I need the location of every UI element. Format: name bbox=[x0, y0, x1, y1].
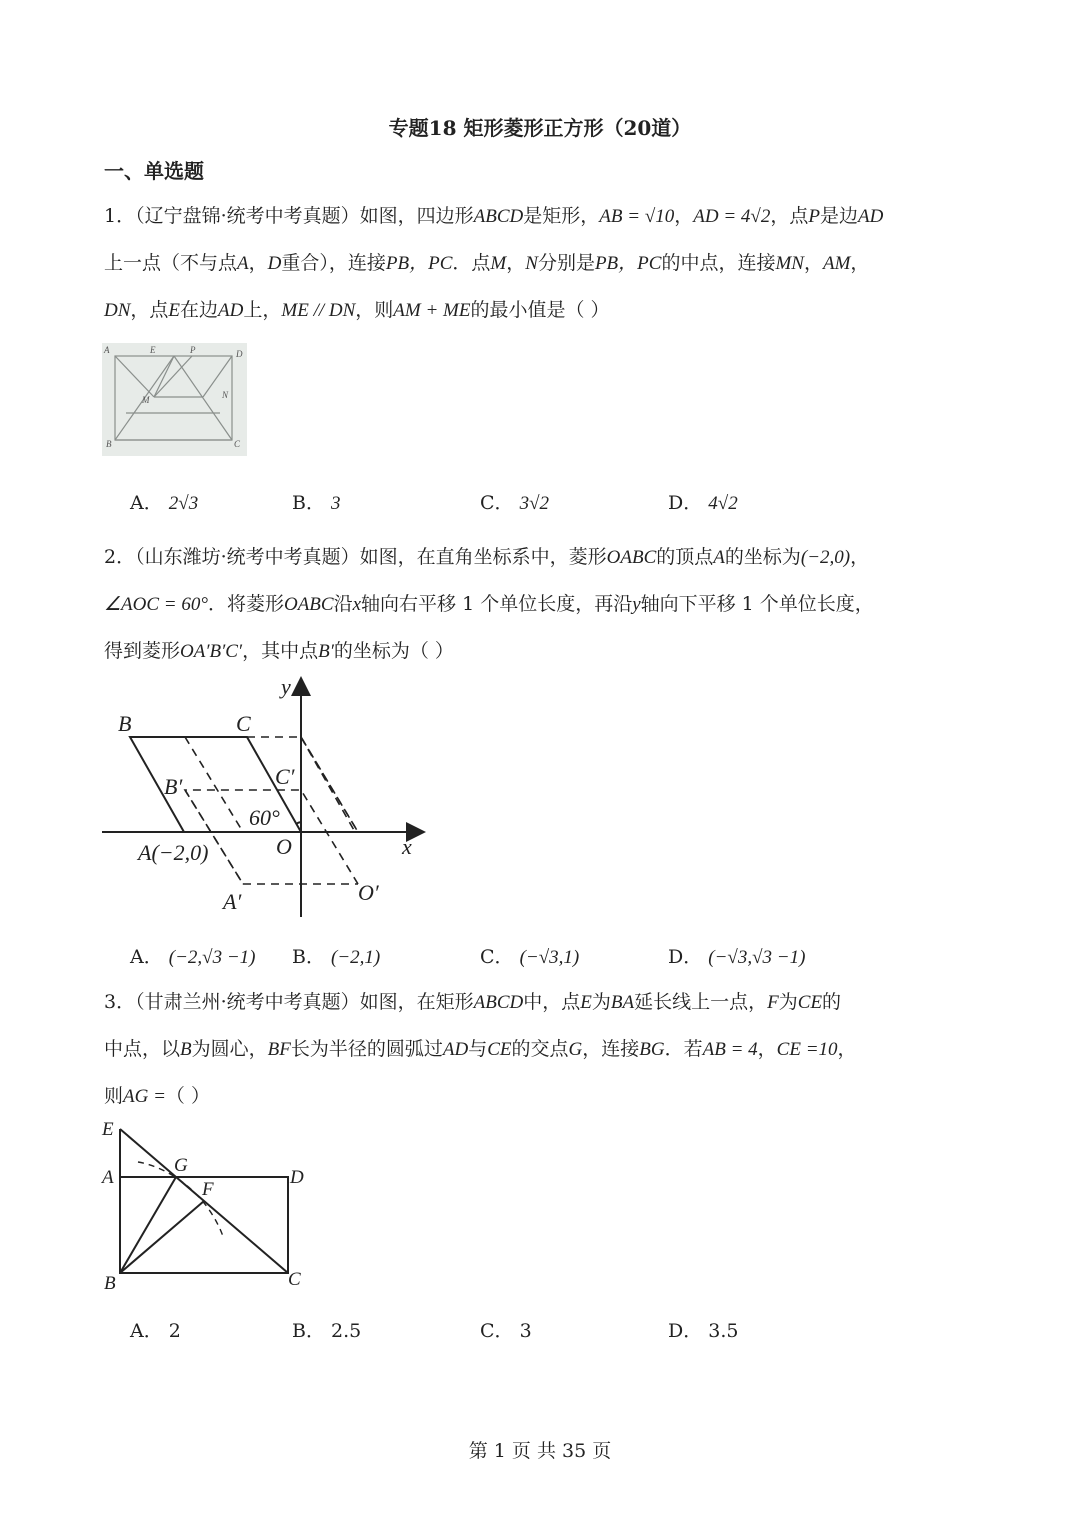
q2-text: 得到菱形 bbox=[104, 640, 181, 662]
q2-math: x bbox=[352, 594, 362, 615]
q2-label-o-prime: O′ bbox=[358, 880, 379, 905]
q2-math: y bbox=[632, 594, 641, 615]
option-value: (−2,√3 −1) bbox=[168, 947, 256, 968]
q3-text: 延长线上一点， bbox=[634, 991, 768, 1013]
q3-text: ， bbox=[837, 1038, 857, 1060]
q3-text: 为圆心， bbox=[191, 1038, 268, 1060]
q3-text: 的 bbox=[822, 991, 842, 1013]
q1-text: 的最小值是（ ） bbox=[470, 299, 610, 321]
q2-text: 如图，在直角坐标系中，菱形 bbox=[359, 546, 607, 568]
q1-math: E bbox=[168, 300, 181, 321]
q3-text: 中，点 bbox=[523, 991, 581, 1013]
q1-label: C bbox=[234, 439, 241, 449]
q3-text: ， bbox=[757, 1038, 777, 1060]
q3-math: E bbox=[580, 992, 592, 1013]
q3-math: BG bbox=[639, 1039, 665, 1060]
q1-figure-photo bbox=[102, 343, 247, 456]
q2-text: 轴向右平移 1 个单位长度，再沿 bbox=[361, 593, 633, 615]
q2-number: 2． bbox=[104, 546, 136, 568]
option-value: 4√2 bbox=[708, 493, 738, 514]
option-key: D． bbox=[668, 492, 703, 514]
option-key: A． bbox=[130, 946, 163, 968]
q2-label-c: C bbox=[236, 711, 251, 736]
q3-line-2 bbox=[104, 1026, 984, 1073]
q1-label: B bbox=[106, 439, 112, 449]
q1-label: N bbox=[222, 390, 229, 400]
q2-label-x: x bbox=[402, 834, 412, 859]
q3-math: BA bbox=[610, 992, 635, 1013]
option-key: B． bbox=[292, 946, 325, 968]
q1-math: A bbox=[237, 253, 249, 274]
q2-label-o: O bbox=[276, 834, 292, 859]
q1-text: ， bbox=[674, 205, 694, 227]
q3-label-e: E bbox=[102, 1119, 114, 1140]
q3-math: AG = bbox=[123, 1086, 166, 1107]
q1-option-d[interactable] bbox=[668, 488, 738, 515]
q3-source: （甘肃兰州·统考中考真题） bbox=[135, 991, 360, 1013]
q3-label-d: D bbox=[290, 1167, 304, 1188]
q2-math: B′ bbox=[318, 641, 334, 662]
q3-label-a: A bbox=[102, 1167, 114, 1188]
q3-math: BF bbox=[267, 1039, 291, 1060]
q3-text: 的交点 bbox=[511, 1038, 569, 1060]
q1-math: P bbox=[808, 206, 820, 227]
q1-label: M bbox=[142, 395, 150, 405]
q2-math: OABC bbox=[606, 547, 657, 568]
q3-text: ．若 bbox=[664, 1038, 703, 1060]
q2-text: 的顶点 bbox=[656, 546, 714, 568]
q2-label-b: B bbox=[118, 711, 132, 736]
q1-math: D bbox=[267, 253, 282, 274]
option-key: A． bbox=[130, 1320, 163, 1342]
q3-text: 为 bbox=[778, 991, 798, 1013]
q3-math: AD bbox=[442, 1039, 469, 1060]
q1-text: ，点 bbox=[130, 299, 169, 321]
q1-text: 如图，四边形 bbox=[359, 205, 474, 227]
q1-text: 分别是 bbox=[537, 252, 595, 274]
q2-source: （山东潍坊·统考中考真题） bbox=[135, 546, 360, 568]
q2-math: ∠AOC = 60° bbox=[104, 594, 208, 615]
q1-text: 是边 bbox=[819, 205, 858, 227]
q3-label-g: G bbox=[174, 1155, 188, 1176]
q1-math: AD bbox=[218, 300, 244, 321]
q3-text: 如图，在矩形 bbox=[359, 991, 474, 1013]
q1-label: P bbox=[190, 345, 196, 355]
option-key: D． bbox=[668, 1320, 703, 1342]
q1-math: AM + ME bbox=[393, 300, 471, 321]
q1-text: ，则 bbox=[355, 299, 394, 321]
q1-math: AD bbox=[857, 206, 884, 227]
option-value: (−√3,1) bbox=[519, 947, 580, 968]
question-2-text bbox=[104, 534, 984, 675]
q1-source: （辽宁盘锦·统考中考真题） bbox=[135, 205, 360, 227]
q1-line-1 bbox=[104, 193, 984, 240]
option-key: B． bbox=[292, 492, 325, 514]
q1-text: ， bbox=[850, 252, 870, 274]
q3-math: AB = 4 bbox=[702, 1039, 758, 1060]
q3-text: 中点，以 bbox=[104, 1038, 181, 1060]
option-value: 3.5 bbox=[708, 1320, 739, 1342]
section-heading: 一、单选题 bbox=[104, 159, 204, 183]
page-footer: 第 1 页 共 35 页 bbox=[468, 1440, 612, 1462]
q2-text: ．将菱形 bbox=[207, 593, 284, 615]
q3-text: 则 bbox=[104, 1085, 124, 1107]
question-1-text bbox=[104, 193, 984, 334]
q1-math: ME // DN bbox=[281, 300, 356, 321]
q1-text: ， bbox=[506, 252, 526, 274]
q1-math: PB，PC bbox=[594, 253, 662, 274]
q1-math: DN bbox=[104, 300, 131, 321]
q3-math: B bbox=[180, 1039, 192, 1060]
q1-figure bbox=[102, 343, 247, 456]
q3-option-b[interactable] bbox=[292, 1316, 361, 1343]
q2-math: OABC bbox=[283, 594, 334, 615]
q2-math: OA′B′C′ bbox=[180, 641, 243, 662]
q3-label-f: F bbox=[202, 1179, 214, 1200]
q1-text: ．点 bbox=[452, 252, 491, 274]
q2-line-1 bbox=[104, 534, 984, 581]
q3-math: CE =10 bbox=[776, 1039, 838, 1060]
option-key: C． bbox=[480, 492, 514, 514]
q1-math: N bbox=[525, 253, 538, 274]
option-key: A． bbox=[130, 492, 163, 514]
q2-label-a: A(−2,0) bbox=[138, 840, 209, 865]
q1-label: D bbox=[236, 349, 243, 359]
q1-math: PB，PC bbox=[385, 253, 453, 274]
q1-text: 是矩形， bbox=[523, 205, 600, 227]
q2-label-y: y bbox=[281, 674, 291, 699]
q2-line-3 bbox=[104, 628, 984, 675]
q3-text: 为 bbox=[591, 991, 611, 1013]
q3-math: G bbox=[568, 1039, 583, 1060]
q3-text: ，连接 bbox=[582, 1038, 640, 1060]
q3-label-b: B bbox=[104, 1273, 116, 1294]
q1-math: AB = √10 bbox=[599, 206, 675, 227]
option-key: D． bbox=[668, 946, 703, 968]
q3-label-c: C bbox=[288, 1269, 301, 1290]
q3-figure bbox=[98, 1115, 323, 1295]
q1-math: AM bbox=[822, 253, 851, 274]
q1-math: MN bbox=[775, 253, 804, 274]
q1-text: ，点 bbox=[770, 205, 809, 227]
q1-line-2 bbox=[104, 240, 984, 287]
q2-text: ，其中点 bbox=[242, 640, 319, 662]
q2-text: 的坐标为 bbox=[724, 546, 801, 568]
q1-text: 重合），连接 bbox=[281, 252, 386, 274]
q2-label-b-prime: B′ bbox=[164, 774, 183, 799]
q2-label-angle: 60° bbox=[249, 805, 280, 830]
q1-label: E bbox=[150, 345, 156, 355]
q1-text: 的中点，连接 bbox=[661, 252, 776, 274]
q1-option-c[interactable] bbox=[480, 488, 549, 515]
q1-math: AD = 4√2 bbox=[693, 206, 771, 227]
q1-option-b[interactable] bbox=[292, 488, 341, 515]
q2-option-b[interactable] bbox=[292, 942, 380, 969]
option-value: 2√3 bbox=[168, 493, 199, 514]
q3-option-a[interactable] bbox=[130, 1316, 181, 1343]
question-3-text bbox=[104, 979, 984, 1120]
q1-label: A bbox=[104, 345, 110, 355]
q1-text: ， bbox=[803, 252, 823, 274]
q2-line-2 bbox=[104, 581, 984, 628]
q3-text: 长为半径的圆弧过 bbox=[290, 1038, 443, 1060]
q3-text: 与 bbox=[468, 1038, 488, 1060]
q2-figure bbox=[100, 672, 430, 927]
option-value: 3√2 bbox=[519, 493, 550, 514]
option-value: 2 bbox=[168, 1320, 181, 1342]
q1-text: ， bbox=[248, 252, 268, 274]
q1-math: ABCD bbox=[473, 206, 524, 227]
q3-number: 3． bbox=[104, 991, 136, 1013]
q1-text: 在边 bbox=[180, 299, 219, 321]
q2-text: 沿 bbox=[333, 593, 353, 615]
option-value: 3 bbox=[519, 1320, 532, 1342]
q1-line-3 bbox=[104, 287, 984, 334]
q1-math: M bbox=[490, 253, 507, 274]
q2-option-d[interactable] bbox=[668, 942, 805, 969]
option-value: 3 bbox=[331, 493, 341, 514]
q2-option-a[interactable] bbox=[130, 942, 256, 969]
option-value: (−2,1) bbox=[331, 947, 381, 968]
option-key: C． bbox=[480, 1320, 514, 1342]
q3-math: ABCD bbox=[473, 992, 524, 1013]
q3-math: CE bbox=[797, 992, 823, 1013]
q2-option-c[interactable] bbox=[480, 942, 579, 969]
q1-text: 上， bbox=[243, 299, 282, 321]
q3-math: CE bbox=[487, 1039, 512, 1060]
q3-line-1 bbox=[104, 979, 984, 1026]
q1-number: 1． bbox=[104, 205, 136, 227]
option-value: 2.5 bbox=[331, 1320, 362, 1342]
option-value: (−√3,√3 −1) bbox=[708, 947, 806, 968]
q2-text: ， bbox=[850, 546, 870, 568]
q1-text: 上一点（不与点 bbox=[104, 252, 238, 274]
q2-label-c-prime: C′ bbox=[275, 764, 295, 789]
q3-option-d[interactable] bbox=[668, 1316, 739, 1343]
q1-option-a[interactable] bbox=[130, 488, 198, 515]
option-key: C． bbox=[480, 946, 514, 968]
q3-text: （ ） bbox=[165, 1085, 210, 1107]
q2-text: 的坐标为（ ） bbox=[333, 640, 454, 662]
q2-math: A bbox=[713, 547, 725, 568]
q3-line-3 bbox=[104, 1073, 984, 1120]
page-title: 专题18 矩形菱形正方形（20道） bbox=[388, 116, 692, 140]
q2-math: (−2,0) bbox=[800, 547, 851, 568]
option-key: B． bbox=[292, 1320, 325, 1342]
q3-option-c[interactable] bbox=[480, 1316, 532, 1343]
q3-math: F bbox=[767, 992, 779, 1013]
q2-text: 轴向下平移 1 个单位长度， bbox=[640, 593, 874, 615]
q2-label-a-prime: A′ bbox=[223, 889, 242, 914]
